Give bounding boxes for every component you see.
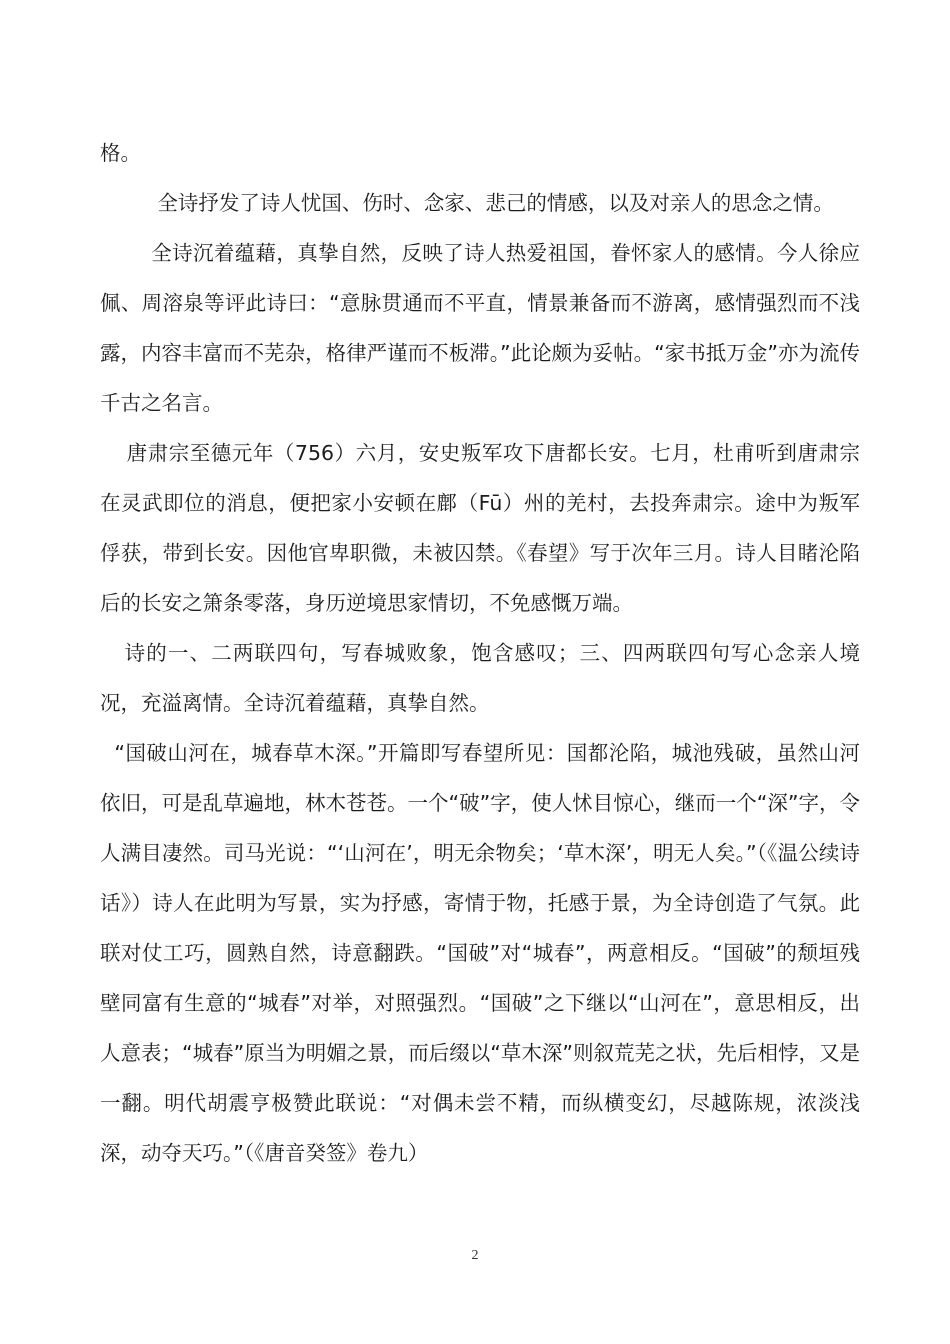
paragraph-evaluation: 全诗沉着蕴藉，真挚自然，反映了诗人热爱祖国，眷怀家人的感情。今人徐应佩、周溶泉等评此诗曰：“意脉贯通而不平直，情景兼备而不游离，感情强烈而不浅露，内容丰富而不芜杂，格律严谨而不板滞。”此论颇为妥帖。“家书抵万金”亦为流传千古之名言。 bbox=[100, 241, 860, 415]
paragraph-continuation: 格。 bbox=[100, 141, 141, 165]
paragraph-analysis: “国破山河在，城春草木深。”开篇即写春望所见：国都沦陷，城池残破，虽然山河依旧，可是乱草遍地，林木苍苍。一个“破”字，使人怵目惊心，继而一个“深”字，令人满目凄然。司马光说：“‘山河在’，明无余物矣；‘草木深’，明无人矣。”（《温公续诗话》）诗人在此明为写景，实为抒感，寄情于物，托感于景，为全诗创造了气氛。此联对仗工巧，圆熟自然，诗意翻跌。“国破”对“城春”，两意相反。“国破”的颓垣残壁同富有生意的“城春”对举，对照强烈。“国破”之下继以“山河在”，意思相反，出人意表；“城春”原当为明媚之景，而后缀以“草木深”则叙荒芜之状，先后相悖，又是一翻。明代胡震亨极赞此联说：“对偶未尝不精，而纵横变幻，尽越陈规，浓淡浅深，动夺天巧。”（《唐音癸签》卷九） bbox=[100, 741, 860, 1165]
paragraph-structure: 诗的一、二两联四句，写春城败象，饱含感叹；三、四两联四句写心念亲人境况，充溢离情。全诗沉着蕴藉，真挚自然。 bbox=[100, 641, 860, 715]
document-body bbox=[100, 128, 860, 1178]
paragraph-background: 唐肃宗至德元年（756）六月，安史叛军攻下唐都长安。七月，杜甫听到唐肃宗在灵武即位的消息，便把家小安顿在鄜（Fū）州的羌村，去投奔肃宗。途中为叛军俘获，带到长安。因他官卑职微，未被囚禁。《春望》写于次年三月。诗人目睹沦陷后的长安之箫条零落，身历逆境思家情切，不免感慨万端。 bbox=[100, 441, 860, 615]
page-number: 2 bbox=[471, 1248, 479, 1263]
paragraph-summary: 全诗抒发了诗人忧国、伤时、念家、悲己的情感，以及对亲人的思念之情。 bbox=[157, 191, 834, 215]
